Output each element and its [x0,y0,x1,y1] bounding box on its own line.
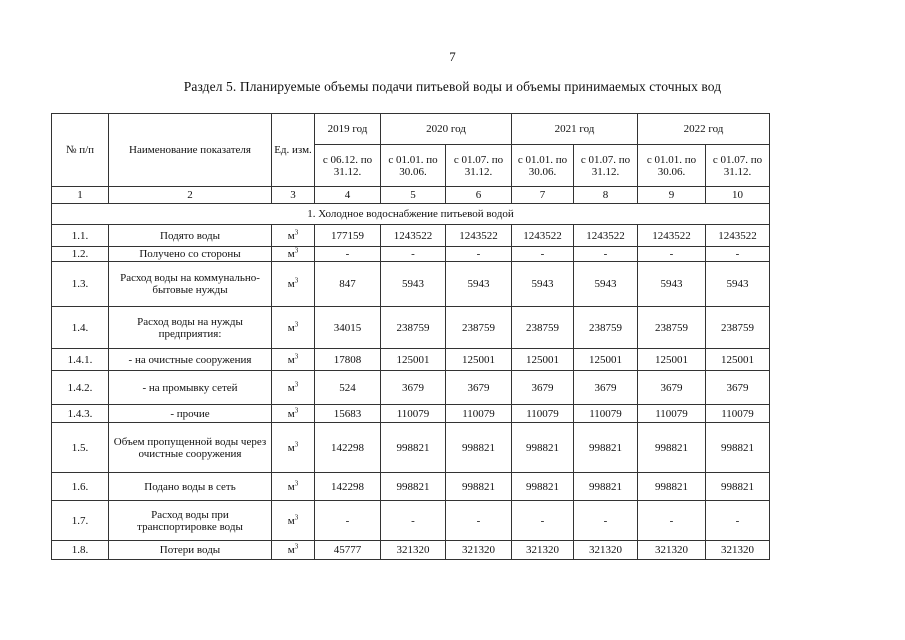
header-period: с 06.12. по 31.12. [315,145,381,187]
value-cell: 238759 [512,307,574,349]
unit-exponent: 3 [294,542,299,551]
value-cell: - [706,501,770,541]
value-cell: 110079 [512,405,574,423]
unit-base: м [287,353,295,366]
value-cell: 998821 [512,473,574,501]
value-cell: 1243522 [381,225,446,247]
row-name: Подано воды в сеть [109,473,272,501]
row-name: Объем пропущенной воды через очистные сооружения [109,423,272,473]
row-unit [272,405,315,423]
value-cell: 125001 [446,349,512,371]
value-cell: 847 [315,262,381,307]
value-cell: 238759 [574,307,638,349]
value-cell: 1243522 [512,225,574,247]
row-name: - на очистные сооружения [109,349,272,371]
value-cell: 238759 [638,307,706,349]
row-index: 1.3. [52,262,109,307]
unit-base: м [287,229,295,242]
value-cell: 125001 [574,349,638,371]
unit-base: м [287,407,295,420]
value-cell: 238759 [381,307,446,349]
row-index: 1.4.3. [52,405,109,423]
row-index: 1.8. [52,541,109,560]
row-name: Расход воды на нужды предприятия: [109,307,272,349]
value-cell: 110079 [706,405,770,423]
value-cell: - [315,501,381,541]
value-cell: 5943 [381,262,446,307]
value-cell: - [638,247,706,262]
table-row [52,371,770,405]
row-name: - прочие [109,405,272,423]
unit-exponent: 3 [294,246,299,255]
section-heading: 1. Холодное водоснабжение питьевой водой [52,204,770,225]
value-cell: 125001 [706,349,770,371]
table-row [52,405,770,423]
row-name: Расход воды при транспортировке воды [109,501,272,541]
unit-exponent: 3 [294,379,299,388]
value-cell: 238759 [706,307,770,349]
value-cell: 998821 [706,473,770,501]
unit-exponent: 3 [294,227,299,236]
value-cell: - [381,247,446,262]
column-number: 10 [706,187,770,204]
header-year-2020: 2020 год [381,114,512,145]
value-cell: 177159 [315,225,381,247]
table-row [52,262,770,307]
value-cell: 3679 [446,371,512,405]
value-cell: 524 [315,371,381,405]
value-cell: 998821 [706,423,770,473]
value-cell: 998821 [446,423,512,473]
row-unit [272,501,315,541]
column-number: 8 [574,187,638,204]
table-row [52,349,770,371]
page-number: 7 [449,49,456,64]
value-cell: 998821 [638,423,706,473]
value-cell: 5943 [512,262,574,307]
unit-base: м [287,381,295,394]
value-cell: - [446,247,512,262]
row-index: 1.7. [52,501,109,541]
header-period: с 01.01. по 30.06. [638,145,706,187]
value-cell: 142298 [315,423,381,473]
value-cell: 5943 [446,262,512,307]
value-cell: 5943 [574,262,638,307]
row-index: 1.1. [52,225,109,247]
value-cell: 125001 [381,349,446,371]
unit-base: м [287,321,295,334]
row-index: 1.4.2. [52,371,109,405]
row-index: 1.6. [52,473,109,501]
section-title: Раздел 5. Планируемые объемы подачи питьевой воды и объемы принимаемых сточных вод [183,79,722,94]
column-number: 9 [638,187,706,204]
column-number: 6 [446,187,512,204]
value-cell: 321320 [512,541,574,560]
value-cell: 17808 [315,349,381,371]
value-cell: - [381,501,446,541]
value-cell: 110079 [574,405,638,423]
value-cell: - [446,501,512,541]
row-index: 1.5. [52,423,109,473]
value-cell: 238759 [446,307,512,349]
value-cell: 5943 [638,262,706,307]
unit-exponent: 3 [294,512,299,521]
value-cell: 998821 [638,473,706,501]
unit-exponent: 3 [294,478,299,487]
column-number: 3 [272,187,315,204]
unit-base: м [287,544,295,556]
value-cell: 1243522 [446,225,512,247]
value-cell: 1243522 [638,225,706,247]
column-number: 4 [315,187,381,204]
table-row [52,307,770,349]
value-cell: - [574,501,638,541]
table-row [52,247,770,262]
header-unit: Ед. изм. [272,114,315,187]
table-row [52,501,770,541]
value-cell: - [574,247,638,262]
unit-base: м [287,441,295,454]
unit-exponent: 3 [294,319,299,328]
unit-base: м [287,278,295,290]
value-cell: 321320 [381,541,446,560]
column-number: 2 [109,187,272,204]
row-unit [272,371,315,405]
value-cell: 321320 [638,541,706,560]
value-cell: 3679 [706,371,770,405]
row-index: 1.4. [52,307,109,349]
table-row [52,423,770,473]
row-name: - на промывку сетей [109,371,272,405]
row-index: 1.2. [52,247,109,262]
value-cell: 1243522 [706,225,770,247]
value-cell: - [638,501,706,541]
value-cell: - [512,247,574,262]
water-supply-table [51,113,770,560]
header-period: с 01.07. по 31.12. [574,145,638,187]
header-name: Наименование показателя [109,114,272,187]
table-row [52,225,770,247]
value-cell: 1243522 [574,225,638,247]
value-cell: 110079 [638,405,706,423]
row-unit [272,473,315,501]
value-cell: 45777 [315,541,381,560]
value-cell: 998821 [574,423,638,473]
value-cell: 142298 [315,473,381,501]
row-unit [272,541,315,560]
header-period: с 01.01. по 30.06. [381,145,446,187]
row-name: Расход воды на коммунально-бытовые нужды [109,262,272,307]
header-year-2022: 2022 год [638,114,770,145]
value-cell: - [512,501,574,541]
value-cell: - [706,247,770,262]
value-cell: 3679 [512,371,574,405]
header-year-2019: 2019 год [315,114,381,145]
row-name: Получено со стороны [109,247,272,262]
table-row [52,473,770,501]
value-cell: 998821 [446,473,512,501]
row-name: Потери воды [109,541,272,560]
row-unit [272,423,315,473]
column-number: 1 [52,187,109,204]
row-unit [272,247,315,262]
header-num: № п/п [52,114,109,187]
value-cell: 321320 [574,541,638,560]
value-cell: 15683 [315,405,381,423]
value-cell: 110079 [381,405,446,423]
value-cell: 110079 [446,405,512,423]
value-cell: 998821 [381,473,446,501]
header-period: с 01.07. по 31.12. [706,145,770,187]
value-cell: 321320 [706,541,770,560]
row-unit [272,262,315,307]
value-cell: 998821 [574,473,638,501]
value-cell: 3679 [638,371,706,405]
column-number: 5 [381,187,446,204]
header-period: с 01.07. по 31.12. [446,145,512,187]
value-cell: 321320 [446,541,512,560]
unit-exponent: 3 [294,439,299,448]
row-index: 1.4.1. [52,349,109,371]
value-cell: 5943 [706,262,770,307]
unit-exponent: 3 [294,405,299,414]
unit-exponent: 3 [294,351,299,360]
value-cell: 34015 [315,307,381,349]
value-cell: 125001 [638,349,706,371]
unit-base: м [287,480,295,493]
table-row [52,541,770,560]
value-cell: 125001 [512,349,574,371]
unit-base: м [287,248,295,260]
value-cell: - [315,247,381,262]
header-period: с 01.01. по 30.06. [512,145,574,187]
value-cell: 998821 [381,423,446,473]
value-cell: 3679 [574,371,638,405]
value-cell: 998821 [512,423,574,473]
unit-base: м [287,514,295,527]
row-unit [272,225,315,247]
header-year-2021: 2021 год [512,114,638,145]
value-cell: 3679 [381,371,446,405]
unit-exponent: 3 [294,276,299,285]
row-unit [272,349,315,371]
row-unit [272,307,315,349]
row-name: Подято воды [109,225,272,247]
column-number: 7 [512,187,574,204]
